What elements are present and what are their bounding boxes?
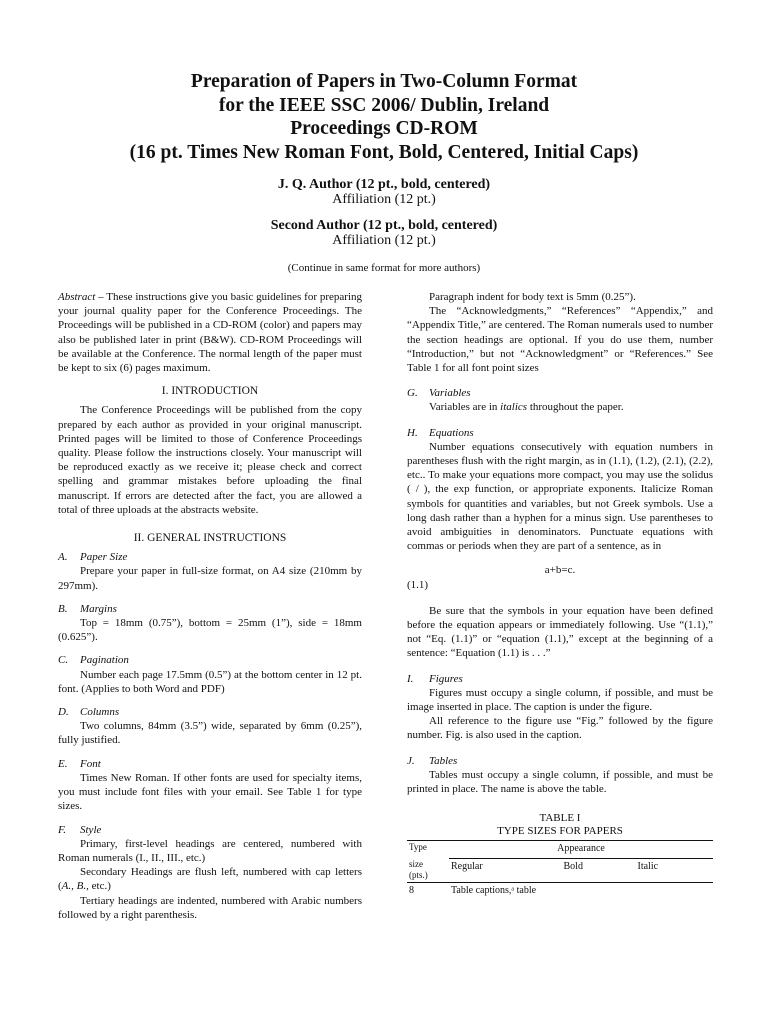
subheading-letter: G.	[407, 387, 418, 400]
subheading-title: Equations	[429, 426, 474, 439]
subheading-letter: B.	[58, 602, 68, 615]
subheading-style	[58, 823, 362, 837]
subheading-title: Paper Size	[80, 551, 128, 564]
subheading-tables	[407, 754, 713, 768]
equations-text: Number equations consecutively with equation numbers in parentheses flush with the right margin, as in (1.1), (1.2), (2.1), (2.2), etc.. To make your equations more compact, you may use the solidus ( / ), the exp function, or appropriate exponents. Italicize Roman symbols for quantities and variables, but not Greek symbols. Use a long dash rather than a hyphen for a minus sign. Use parentheses to avoid ambiguities in denominators. Punctuate equations with commas or periods when they are part of a sentence, as in	[407, 440, 713, 553]
paper-title	[40, 70, 728, 164]
subheading-font	[58, 757, 362, 771]
subheading-title: Margins	[80, 602, 117, 615]
style-text-2-italic: A., B.	[61, 880, 87, 893]
author-2-affiliation: Affiliation (12 pt.)	[332, 233, 436, 248]
subheading-figures	[407, 672, 713, 686]
acknowledgments-text: The “Acknowledgments,” “References” “Appendix,” and “Appendix Title,” are centered. The Roman numerals used to number the section headings are optional. If you do use them, number “Introduction,” but not “Acknowledgment” or “References.” See Table 1 for all font point sizes	[407, 305, 713, 375]
introduction-text: The Conference Proceedings will be published from the copy prepared by each author as provided in your original manuscript. Printed pages will be limited to those of Conference Proceedings quality. Please follow the instructions closely. Your manuscript will be reproduced exactly as we receive it; please check and correct spelling and grammar mistakes before uploading the final manuscript. If errors are detected after the fact, you are allowed a total of three uploads at the abstracts website.	[58, 404, 362, 516]
left-column	[58, 290, 362, 922]
title-line-2: for the IEEE SSC 2006/ Dublin, Ireland	[218, 94, 550, 116]
subheading-letter: C.	[58, 654, 69, 667]
variables-text-b: throughout the paper.	[527, 401, 624, 414]
table-cell-regular: Table captions,ᵃ table	[449, 883, 713, 900]
subheading-title: Font	[80, 757, 101, 770]
subheading-title: Figures	[429, 672, 463, 685]
header-italic: Italic	[637, 860, 659, 872]
table-header-row-1	[407, 841, 713, 858]
subheading-variables	[407, 386, 713, 400]
table-cell-size: 8	[407, 883, 449, 900]
subheading-pagination	[58, 653, 362, 667]
variables-text	[407, 400, 713, 414]
abstract-label: Abstract	[58, 291, 96, 303]
title-line-4: (16 pt. Times New Roman Font, Bold, Centered, Initial Caps)	[129, 141, 639, 163]
author-1-affiliation: Affiliation (12 pt.)	[332, 192, 436, 207]
pagination-text: Number each page 17.5mm (0.5”) at the bottom center in 12 pt. font. (Applies to both Word and PDF)	[58, 668, 362, 695]
section-heading-introduction: I. INTRODUCTION	[161, 385, 259, 398]
author-2-name: Second Author (12 pt., bold, centered)	[270, 218, 498, 233]
font-text: Times New Roman. If other fonts are used for specialty items, you must include font files with your email. See Table 1 for type sizes.	[58, 771, 362, 813]
table-caption: TYPE SIZES FOR PAPERS	[497, 825, 623, 838]
subheading-margins	[58, 602, 362, 616]
subheading-letter: H.	[407, 426, 418, 439]
equation-number: (1.1)	[407, 578, 429, 591]
abstract	[58, 290, 362, 375]
style-text-1: Primary, first-level headings are centered, numbered with Roman numerals (I., II., III., etc.)	[58, 837, 362, 864]
figures-text-1: Figures must occupy a single column, if possible, and must be image inserted in place. The caption is under the figure.	[407, 686, 713, 714]
table-label: TABLE I	[539, 812, 581, 825]
subheading-letter: I.	[407, 672, 414, 685]
tables-text: Tables must occupy a single column, if possible, and must be printed in place. The name is above the table.	[407, 768, 713, 796]
style-text-2b: , etc.)	[86, 880, 111, 893]
subheading-letter: F.	[58, 823, 67, 836]
abstract-text: – These instructions give you basic guidelines for preparing your journal quality paper for the Conference Proceedings. The Proceedings will be published in a CD-ROM (color) and papers may also be published later in print (B&W). CD-ROM Proceedings will be available at the Conference. The normal length of the paper must be kept to six (6) pages maximum.	[58, 291, 362, 375]
subheading-letter: A.	[58, 551, 68, 564]
author-1-name: J. Q. Author (12 pt., bold, centered)	[277, 177, 491, 192]
title-line-3: Proceedings CD-ROM	[290, 118, 478, 139]
style-text-3: Tertiary headings are indented, numbered with Arabic numbers followed by a right parenthesis.	[58, 894, 362, 921]
paper-size-text: Prepare your paper in full-size format, on A4 size (210mm by 297mm).	[58, 565, 362, 592]
section-heading-general: II. GENERAL INSTRUCTIONS	[133, 532, 287, 545]
subheading-paper-size	[58, 550, 362, 564]
table-header-row-2	[407, 858, 713, 883]
header-regular: Regular	[451, 860, 483, 872]
header-pts-text: (pts.)	[409, 870, 428, 880]
variables-text-a: Variables are in	[429, 401, 501, 414]
subheading-columns	[58, 705, 362, 719]
columns-text: Two columns, 84mm (3.5”) wide, separated by 6mm (0.25”), fully justified.	[58, 720, 362, 747]
subheading-title: Style	[80, 823, 102, 836]
header-type: Type	[407, 841, 449, 858]
margins-text: Top = 18mm (0.75”), bottom = 25mm (1”), side = 18mm (0.625”).	[58, 617, 362, 644]
header-size	[407, 858, 449, 883]
type-sizes-table	[407, 840, 713, 899]
subheading-title: Variables	[429, 387, 471, 400]
header-bold: Bold	[563, 860, 583, 872]
continue-note: (Continue in same format for more authors)	[287, 262, 481, 274]
subheading-letter: E.	[58, 757, 68, 770]
style-text-2	[58, 865, 362, 893]
title-line-1: Preparation of Papers in Two-Column Format	[190, 71, 578, 92]
indent-text: Paragraph indent for body text is 5mm (0.25”).	[429, 291, 636, 303]
subheading-title: Pagination	[80, 654, 129, 667]
subheading-title: Columns	[80, 706, 120, 719]
equations-after-text: Be sure that the symbols in your equation have been defined before the equation appears or immediately following. Use “(1.1),” not “Eq. (1.1)” or “equation (1.1),” except at the beginning of a sentence: “Equation (1.1) is . . .”	[407, 604, 713, 660]
header-size-text: size	[409, 859, 423, 869]
variables-text-italic: italics	[500, 401, 528, 414]
right-column	[407, 290, 713, 899]
subheading-equations	[407, 426, 713, 440]
style-text-2a: Secondary Headings are flush left, numbered with cap letters (	[58, 866, 362, 893]
equation-formula: a+b=c.	[544, 564, 576, 577]
figures-text-2: All reference to the figure use “Fig.” followed by the figure number. Fig. is also used in the caption.	[407, 715, 713, 742]
subheading-title: Tables	[429, 754, 458, 767]
spacer	[407, 592, 713, 604]
subheading-letter: D.	[58, 706, 69, 719]
table-row	[407, 883, 713, 900]
header-appearance: Appearance	[449, 841, 713, 858]
subheading-letter: J.	[407, 754, 415, 767]
